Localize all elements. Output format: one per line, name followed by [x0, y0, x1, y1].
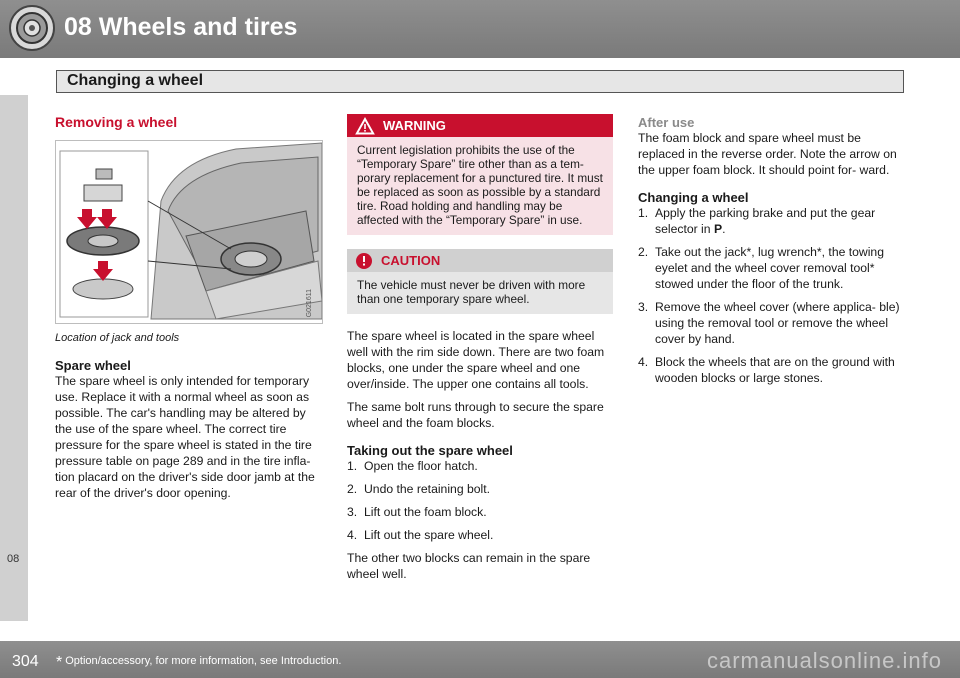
page-footer: [0, 641, 960, 678]
spare-wheel-heading: Spare wheel: [55, 358, 131, 373]
list-item: 4. Block the wheels that are on the ground with wooden blocks or large stones.: [638, 355, 895, 385]
spare-location-text: The spare wheel is located in the spare wheel well with the rim side down. There are two foam blocks, one under the spare wheel and one over/inside. The upper one contains all tools.: [347, 329, 605, 391]
figure-number: G021611: [306, 288, 313, 317]
caution-circle-icon: [355, 252, 373, 270]
spare-wheel-text: The spare wheel is only intended for temporary use. Replace it with a normal wheel as soon as possible. The car's handling may be altered by the use of the spare wheel. The correct tire pressure for the spare wheel is stated in the tire pressure table on page 289 and in the tire infla- tion placard on the driver's side door jamb at the rear of the driver's door opening.: [55, 374, 315, 500]
column-right: [638, 116, 908, 393]
chapter-header: [0, 0, 960, 58]
wheel-icon: [8, 4, 56, 52]
footnote: * Option/accessory, for more information, see Introduction.: [56, 654, 342, 671]
warning-label: WARNING: [383, 117, 446, 133]
list-item: 3. Lift out the foam block.: [347, 505, 487, 519]
page-number: 304: [12, 653, 39, 670]
after-use-heading: After use: [638, 115, 695, 130]
list-item: 2. Take out the jack*, lug wrench*, the towing eyelet and the wheel cover removal tool* stowed under the floor of the trunk.: [638, 245, 884, 291]
bolt-text: The same bolt runs through to secure the spare wheel and the foam blocks.: [347, 400, 604, 430]
list-item: 1. Open the floor hatch.: [347, 459, 478, 473]
column-middle: [347, 114, 613, 589]
list-item: 1. Apply the parking brake and put the gear selector in P.: [638, 206, 876, 236]
caution-header: [347, 249, 613, 272]
trunk-illustration: [56, 141, 322, 323]
warning-header: [347, 114, 613, 137]
warning-box: [347, 114, 613, 235]
taking-out-heading: Taking out the spare wheel: [347, 443, 513, 458]
changing-wheel-steps: [638, 205, 908, 386]
watermark: carmanualsonline.info: [706, 648, 942, 673]
chapter-title: 08 Wheels and tires: [64, 13, 298, 41]
warning-text: Current legislation prohibits the use of the “Temporary Spare” tire other than as a tem- porary replacement for a punctured tire. It must be replaced as soon as possible by a standard tire. Road holding and handling may be affected with the “Temporary Spare” in use.: [357, 143, 603, 227]
list-item: 4. Lift out the spare wheel.: [347, 528, 494, 542]
caution-label: CAUTION: [381, 252, 441, 268]
figure-caption: Location of jack and tools: [55, 332, 180, 344]
after-use-text: The foam block and spare wheel must be replaced in the reverse order. Note the arrow on the upper foam block. It should point for- ward.: [638, 131, 897, 177]
taking-out-steps: [347, 458, 613, 543]
side-tab-label: 08: [7, 553, 20, 565]
list-item: 3. Remove the wheel cover (where applica- ble) using the removal tool or remove the wheel cover by hand.: [638, 300, 900, 346]
changing-wheel-heading: Changing a wheel: [638, 190, 749, 205]
section-title-bar: [56, 70, 904, 93]
warning-triangle-icon: [355, 117, 375, 135]
jack-tools-figure: [55, 140, 323, 324]
section-title: Changing a wheel: [67, 72, 204, 89]
side-tab: [0, 95, 28, 621]
caution-text: The vehicle must never be driven with more than one temporary spare wheel.: [357, 278, 586, 306]
caution-box: [347, 249, 613, 314]
column-left: [55, 114, 323, 508]
list-item: 2. Undo the retaining bolt.: [347, 482, 491, 496]
removing-wheel-heading: Removing a wheel: [55, 114, 178, 130]
blocks-remain-text: The other two blocks can remain in the spare wheel well.: [347, 551, 591, 581]
